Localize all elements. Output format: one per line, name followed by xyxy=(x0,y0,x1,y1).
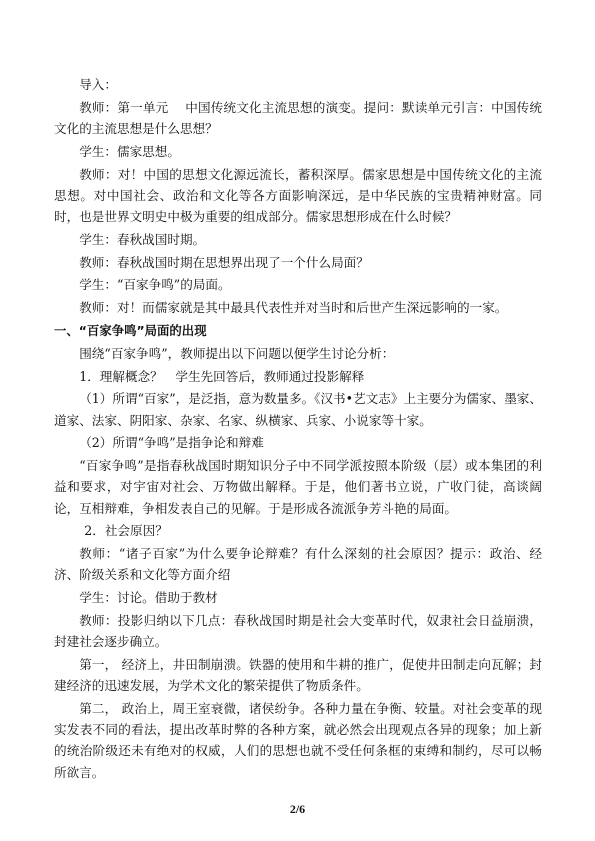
paragraph: 1．理解概念？ 学生先回答后，教师通过投影解释 xyxy=(79,368,365,384)
paragraph: 第二， 政治上，周王室衰微，诸侯纷争。各种力量在争衡、较量。对社会变革的现实发表不同的看法，提出改革时弊的各种方案，就必然会出现观点各异的现象；加上新的统治阶级还未有绝对的权威，人们的思想也就不受任何条框的束缚和制约，尽可以畅所欲言。 xyxy=(54,700,542,780)
paragraph: （2）所谓“争鸣”是指争论和辩难 xyxy=(79,435,264,451)
paragraph: 教师：对！而儒家就是其中最具代表性并对当时和后世产生深远影响的一家。 xyxy=(79,300,508,316)
paragraph: 学生：讨论。借助于教材 xyxy=(79,590,218,606)
page-number: 2/6 xyxy=(289,802,306,816)
paragraph: 教师：春秋战国时期在思想界出现了一个什么局面？ xyxy=(79,254,369,270)
paragraph: （1）所谓“百家”，是泛指，意为数量多。《汉书•艺文志》上主要分为儒家、墨家、道家、法家、阴阳家、杂家、名家、纵横家、兵家、小说家等十家。 xyxy=(54,391,542,428)
paragraph: 教师：“诸子百家”为什么要争论辩难？有什么深刻的社会原因？提示：政治、经济、阶级关系和文化等方面介绍 xyxy=(54,546,542,583)
paragraph: 教师：投影归纳以下几点：春秋战国时期是社会大变革时代，奴隶社会日益崩溃，封建社会逐步确立。 xyxy=(54,612,542,650)
paragraph: 导入： xyxy=(79,77,117,92)
paragraph: 第一， 经济上，井田制崩溃。铁器的使用和牛耕的推广，促使井田制走向瓦解；封建经济的迅速发展，为学术文化的繁荣提供了物质条件。 xyxy=(54,656,542,694)
paragraph: 2．社会原因？ xyxy=(84,523,168,539)
paragraph: 学生：“百家争鸣”的局面。 xyxy=(79,277,231,293)
paragraph: 学生：春秋战国时期。 xyxy=(79,231,206,247)
section-heading: 一、“百家争鸣”局面的出现 xyxy=(54,322,207,338)
paragraph: 学生：儒家思想。 xyxy=(79,143,180,159)
paragraph: 教师：对！中国的思想文化源远流长，蓄积深厚。儒家思想是中国传统文化的主流思想。对中国社会、政治和文化等各方面影响深远，是中华民族的宝贵精神财富。同时，也是世界文明史中极为重要的组成部分。儒家思想形成在什么时候？ xyxy=(54,166,542,224)
paragraph: 围绕“百家争鸣”，教师提出以下问题以便学生讨论分析： xyxy=(79,345,395,361)
paragraph: 教师：第一单元 中国传统文化主流思想的演变。提问：默读单元引言：中国传统文化的主流思想是什么思想？ xyxy=(54,99,542,136)
document-body xyxy=(54,74,542,784)
paragraph: “百家争鸣”是指春秋战国时期知识分子中不同学派按照本阶级（层）或本集团的利益和要求，对宇宙对社会、万物做出解释。于是，他们著书立说，广收门徒，高谈阔论，互相辩难，争相发表自己的见解。于是形成各流派争芳斗艳的局面。 xyxy=(54,458,542,516)
